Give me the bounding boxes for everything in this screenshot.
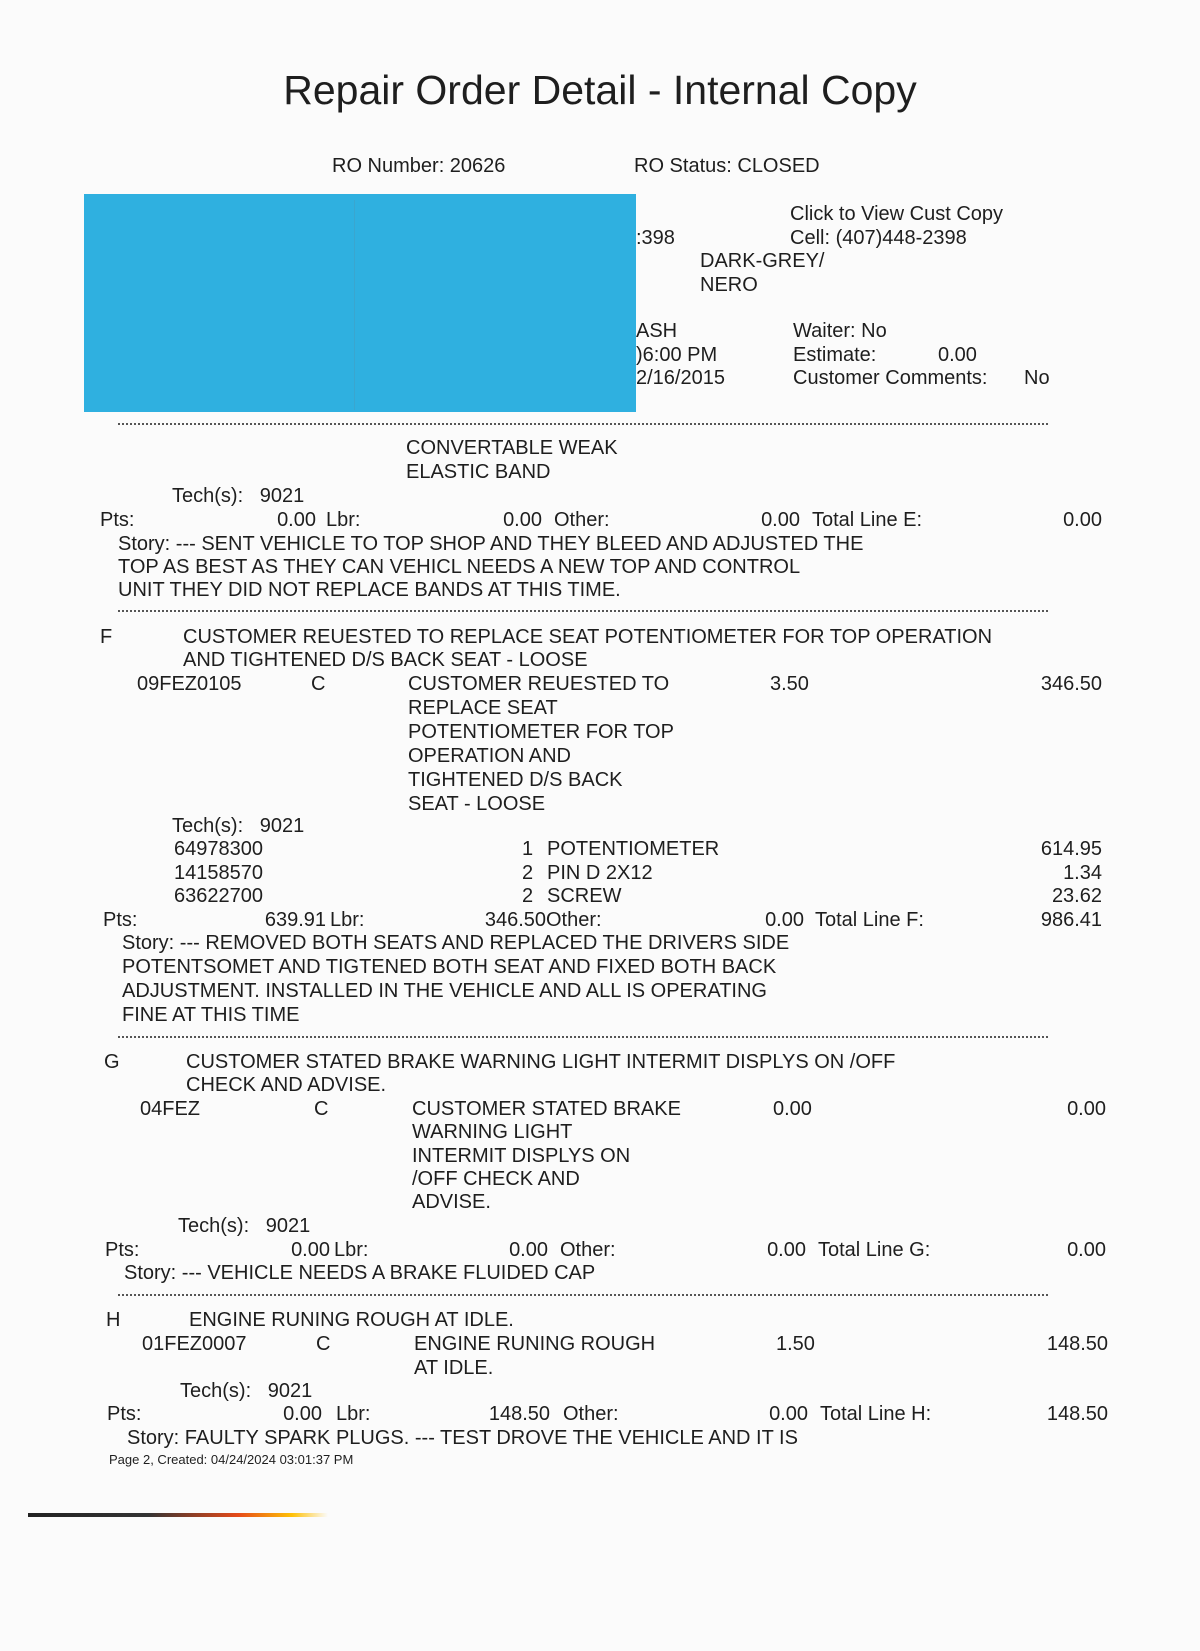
line-f-op-code: 09FEZ0105 bbox=[137, 673, 242, 695]
ro-number: RO Number: 20626 bbox=[332, 155, 506, 177]
line-e-tech: Tech(s): 9021 bbox=[172, 485, 305, 507]
line-h-pts: 0.00 bbox=[283, 1403, 322, 1425]
line-g-concern: CHECK AND ADVISE. bbox=[186, 1074, 387, 1096]
line-h-lbr-label: Lbr: bbox=[336, 1403, 371, 1425]
line-h-total: 148.50 bbox=[1046, 1403, 1108, 1425]
line-e-total: 0.00 bbox=[1063, 509, 1102, 531]
separator bbox=[118, 423, 1048, 425]
estimate-value: 0.00 bbox=[938, 344, 977, 366]
line-f-lbr-label: Lbr: bbox=[330, 909, 365, 931]
line-g-other: 0.00 bbox=[767, 1239, 806, 1261]
part-desc: SCREW bbox=[547, 885, 622, 907]
line-f-pts-label: Pts: bbox=[103, 909, 138, 931]
line-f-op-desc: SEAT - LOOSE bbox=[408, 793, 546, 815]
customer-comments-label: Customer Comments: bbox=[793, 367, 988, 389]
part-qty: 2 bbox=[522, 885, 534, 907]
line-h-total-label: Total Line H: bbox=[820, 1403, 932, 1425]
page-footer: Page 2, Created: 04/24/2024 03:01:37 PM bbox=[109, 1452, 354, 1467]
part-amount: 614.95 bbox=[1040, 838, 1102, 860]
line-g-op-desc: WARNING LIGHT bbox=[412, 1121, 573, 1143]
line-f-op-desc: CUSTOMER REUESTED TO bbox=[408, 673, 670, 695]
line-f-letter: F bbox=[100, 626, 113, 648]
separator bbox=[118, 1294, 1048, 1296]
line-h-letter: H bbox=[106, 1309, 121, 1331]
line-f-tech: Tech(s): 9021 bbox=[172, 815, 305, 837]
line-h-story: Story: FAULTY SPARK PLUGS. --- TEST DROVE THE VEHICLE AND IT IS bbox=[127, 1427, 798, 1449]
line-h-op-desc: ENGINE RUNING ROUGH bbox=[414, 1333, 656, 1355]
line-g-lbr: 0.00 bbox=[509, 1239, 548, 1261]
waiter: Waiter: No bbox=[793, 320, 887, 342]
line-h-other: 0.00 bbox=[769, 1403, 808, 1425]
line-g-pts: 0.00 bbox=[291, 1239, 330, 1261]
line-f-other-label: Other: bbox=[546, 909, 602, 931]
line-f-op-type: C bbox=[311, 673, 326, 695]
line-g-total-label: Total Line G: bbox=[818, 1239, 931, 1261]
part-amount: 1.34 bbox=[1063, 862, 1102, 884]
line-h-op-amount: 148.50 bbox=[1046, 1333, 1108, 1355]
view-cust-copy-link[interactable]: Click to View Cust Copy bbox=[790, 203, 1004, 225]
customer-comments-value: No bbox=[1024, 367, 1050, 389]
line-g-op-desc: INTERMIT DISPLYS ON bbox=[412, 1145, 631, 1167]
line-h-other-label: Other: bbox=[563, 1403, 619, 1425]
line-e-story: Story: --- SENT VEHICLE TO TOP SHOP AND THEY BLEED AND ADJUSTED THE bbox=[118, 533, 864, 555]
line-h-hours: 1.50 bbox=[776, 1333, 815, 1355]
line-f-story: FINE AT THIS TIME bbox=[122, 1004, 300, 1026]
line-h-op-code: 01FEZ0007 bbox=[142, 1333, 247, 1355]
line-h-tech: Tech(s): 9021 bbox=[180, 1380, 313, 1402]
line-g-other-label: Other: bbox=[560, 1239, 616, 1261]
line-g-op-code: 04FEZ bbox=[140, 1098, 201, 1120]
line-f-other: 0.00 bbox=[765, 909, 804, 931]
part-amount: 23.62 bbox=[1051, 885, 1102, 907]
line-e-pts: 0.00 bbox=[277, 509, 316, 531]
line-f-story: ADJUSTMENT. INSTALLED IN THE VEHICLE AND ALL IS OPERATING bbox=[122, 980, 767, 1002]
ro-status: RO Status: CLOSED bbox=[634, 155, 820, 177]
part-qty: 2 bbox=[522, 862, 534, 884]
date-fragment: 2/16/2015 bbox=[636, 367, 725, 389]
line-g-pts-label: Pts: bbox=[105, 1239, 140, 1261]
line-e-pts-label: Pts: bbox=[100, 509, 135, 531]
line-f-op-desc: REPLACE SEAT bbox=[408, 697, 558, 719]
cell-phone: Cell: (407)448-2398 bbox=[790, 227, 967, 249]
pay-fragment: ASH bbox=[636, 320, 678, 342]
line-e-other-label: Other: bbox=[554, 509, 610, 531]
line-f-hours: 3.50 bbox=[770, 673, 809, 695]
line-g-op-desc: ADVISE. bbox=[412, 1191, 491, 1213]
part-desc: POTENTIOMETER bbox=[547, 838, 720, 860]
line-f-story: POTENTSOMET AND TIGTENED BOTH SEAT AND FIXED BOTH BACK bbox=[122, 956, 777, 978]
line-f-pts: 639.91 bbox=[264, 909, 326, 931]
line-g-letter: G bbox=[104, 1051, 120, 1073]
line-h-lbr: 148.50 bbox=[488, 1403, 550, 1425]
line-h-op-type: C bbox=[316, 1333, 331, 1355]
line-g-tech: Tech(s): 9021 bbox=[178, 1215, 311, 1237]
line-e-desc: CONVERTABLE WEAK bbox=[406, 437, 618, 459]
line-f-op-desc: POTENTIOMETER FOR TOP bbox=[408, 721, 674, 743]
line-f-concern: AND TIGHTENED D/S BACK SEAT - LOOSE bbox=[183, 649, 588, 671]
line-h-pts-label: Pts: bbox=[107, 1403, 142, 1425]
line-f-lbr: 346.50 bbox=[484, 909, 546, 931]
line-e-story: UNIT THEY DID NOT REPLACE BANDS AT THIS TIME. bbox=[118, 579, 621, 601]
time-fragment: )6:00 PM bbox=[636, 344, 718, 366]
line-g-concern: CUSTOMER STATED BRAKE WARNING LIGHT INTERMIT DISPLYS ON /OFF bbox=[186, 1051, 896, 1073]
line-e-story: TOP AS BEST AS THEY CAN VEHICL NEEDS A NEW TOP AND CONTROL bbox=[118, 556, 801, 578]
separator bbox=[118, 610, 1048, 612]
line-f-total: 986.41 bbox=[1040, 909, 1102, 931]
line-g-op-type: C bbox=[314, 1098, 329, 1120]
line-g-total: 0.00 bbox=[1067, 1239, 1106, 1261]
line-e-lbr: 0.00 bbox=[503, 509, 542, 531]
line-g-story: Story: --- VEHICLE NEEDS A BRAKE FLUIDED CAP bbox=[124, 1262, 596, 1284]
redaction-seam bbox=[354, 200, 355, 410]
page-title: Repair Order Detail - Internal Copy bbox=[283, 67, 917, 113]
line-e-desc: ELASTIC BAND bbox=[406, 461, 551, 483]
vehicle-color-2: NERO bbox=[700, 274, 758, 296]
line-e-total-label: Total Line E: bbox=[812, 509, 923, 531]
line-f-op-desc: TIGHTENED D/S BACK bbox=[408, 769, 623, 791]
line-f-story: Story: --- REMOVED BOTH SEATS AND REPLACED THE DRIVERS SIDE bbox=[122, 932, 790, 954]
vehicle-color-1: DARK-GREY/ bbox=[700, 250, 825, 272]
phone-fragment: :398 bbox=[636, 227, 675, 249]
line-g-hours: 0.00 bbox=[773, 1098, 812, 1120]
part-number: 14158570 bbox=[174, 862, 263, 884]
line-g-op-amount: 0.00 bbox=[1067, 1098, 1106, 1120]
part-number: 63622700 bbox=[174, 885, 263, 907]
line-f-concern: CUSTOMER REUESTED TO REPLACE SEAT POTENTIOMETER FOR TOP OPERATION bbox=[183, 626, 993, 648]
line-e-other: 0.00 bbox=[761, 509, 800, 531]
redaction-block bbox=[84, 194, 636, 412]
line-h-op-desc: AT IDLE. bbox=[414, 1357, 494, 1379]
line-f-op-amount: 346.50 bbox=[1040, 673, 1102, 695]
part-desc: PIN D 2X12 bbox=[547, 862, 653, 884]
part-number: 64978300 bbox=[174, 838, 263, 860]
separator bbox=[118, 1036, 1048, 1038]
line-h-concern: ENGINE RUNING ROUGH AT IDLE. bbox=[189, 1309, 514, 1331]
line-f-op-desc: OPERATION AND bbox=[408, 745, 571, 767]
line-f-total-label: Total Line F: bbox=[815, 909, 924, 931]
line-g-op-desc: /OFF CHECK AND bbox=[412, 1168, 580, 1190]
line-e-lbr-label: Lbr: bbox=[326, 509, 361, 531]
line-g-lbr-label: Lbr: bbox=[334, 1239, 369, 1261]
estimate-label: Estimate: bbox=[793, 344, 877, 366]
scan-color-strip bbox=[28, 1513, 328, 1517]
part-qty: 1 bbox=[522, 838, 534, 860]
line-g-op-desc: CUSTOMER STATED BRAKE bbox=[412, 1098, 681, 1120]
